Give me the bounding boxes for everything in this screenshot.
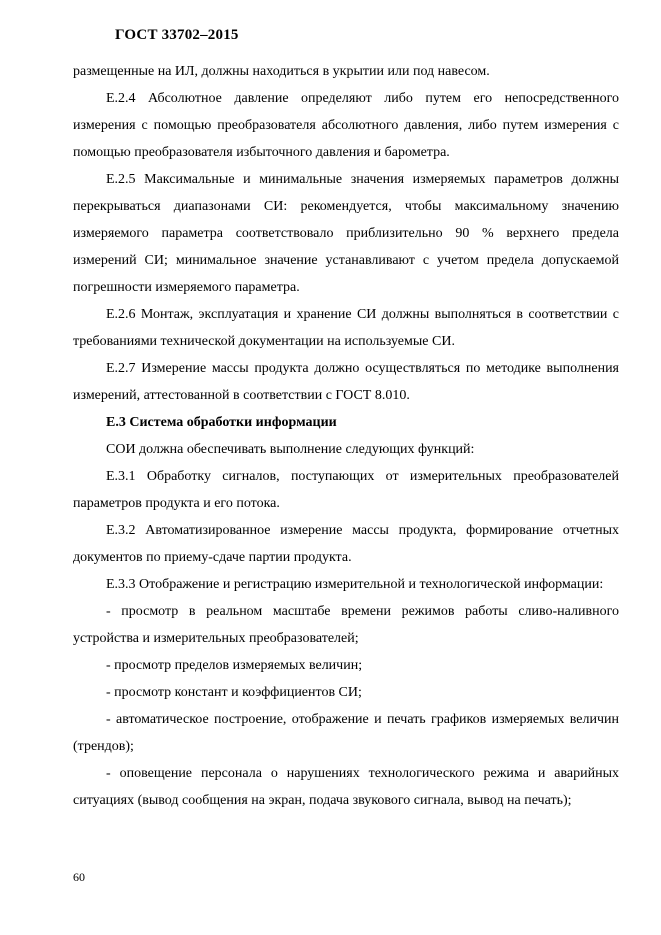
paragraph-continuation: размещенные на ИЛ, должны находиться в укрытии или под навесом. [73, 64, 490, 79]
list-item: - оповещение персонала о нарушениях технологического режима и аварийных ситуациях (вывод сообщения на экран, подача звукового сигнала, вывод на печать); [73, 766, 619, 808]
list-item: - просмотр пределов измеряемых величин; [106, 658, 363, 673]
paragraph-e-2-6: Е.2.6 Монтаж, эксплуатация и хранение СИ должны выполняться в соответствии с требованиями технической документации на используемые СИ. [73, 307, 619, 349]
paragraph-e-3-1: Е.3.1 Обработку сигналов, поступающих от измерительных преобразователей параметров продукта и его потока. [73, 469, 619, 511]
section-heading-e-3: Е.3 Система обработки информации [106, 415, 337, 430]
page-number: 60 [73, 870, 85, 884]
paragraph-e-2-5: Е.2.5 Максимальные и минимальные значения измеряемых параметров должны перекрываться диапазонами СИ: рекомендуется, чтобы максимальному значению измеряемого параметра соответствовало приблизительно 90 % верхнего предела измерений СИ; минимальное значение устанавливают с учетом предела допускаемой погрешности измеряемого параметра. [73, 172, 619, 295]
paragraph-e-2-7: Е.2.7 Измерение массы продукта должно осуществляться по методике выполнения измерений, аттестованной в соответствии с ГОСТ 8.010. [73, 361, 619, 403]
list-item: - просмотр в реальном масштабе времени режимов работы сливо-наливного устройства и измерительных преобразователей; [73, 604, 619, 646]
paragraph-e-3-2: Е.3.2 Автоматизированное измерение массы продукта, формирование отчетных документов по приему-сдаче партии продукта. [73, 523, 619, 565]
paragraph-e-2-4: Е.2.4 Абсолютное давление определяют либо путем его непосредственного измерения с помощью преобразователя абсолютного давления, либо путем измерения с помощью преобразователя избыточного давления и барометра. [73, 91, 619, 160]
list-item: - автоматическое построение, отображение и печать графиков измеряемых величин (трендов); [73, 712, 619, 754]
document-body [73, 58, 619, 814]
paragraph-soi-intro: СОИ должна обеспечивать выполнение следующих функций: [106, 442, 475, 457]
list-item: - просмотр констант и коэффициентов СИ; [106, 685, 362, 700]
document-header: ГОСТ 33702–2015 [115, 27, 239, 43]
paragraph-e-3-3: Е.3.3 Отображение и регистрацию измерительной и технологической информации: [106, 577, 604, 592]
